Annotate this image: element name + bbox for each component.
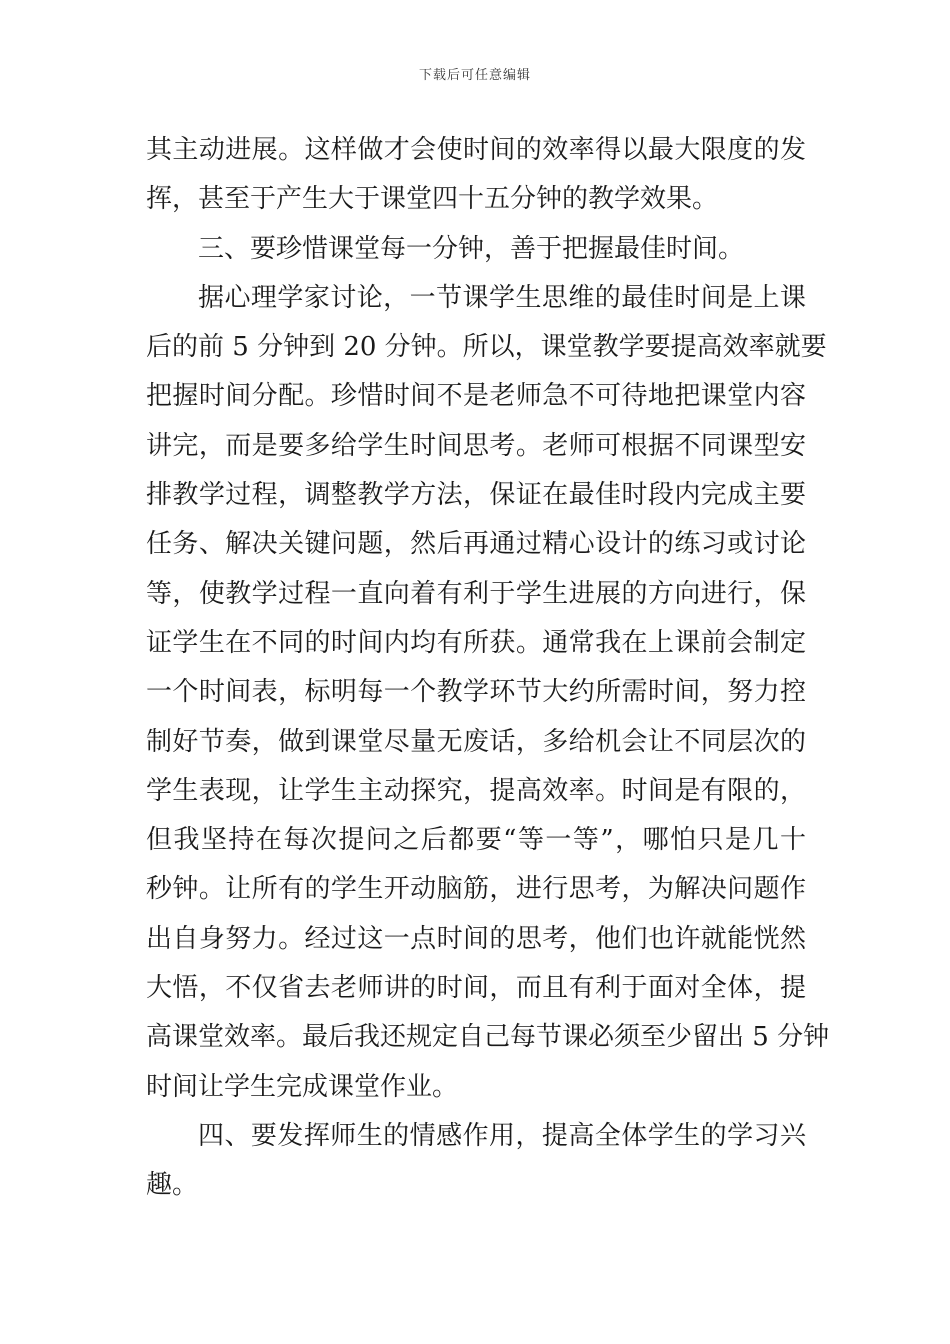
text-line: 排教学过程，调整教学方法，保证在最佳时段内完成主要 xyxy=(146,480,806,511)
text-line: 大悟，不仅省去老师讲的时间，而且有利于面对全体，提 xyxy=(146,973,806,1004)
document-body xyxy=(146,126,830,1211)
text-line: 其主动进展。这样做才会使时间的效率得以最大限度的发 xyxy=(146,135,806,165)
section-heading: 四、要发挥师生的情感作用，提高全体学生的学习兴 xyxy=(198,1120,806,1151)
text-line: 出自身努力。经过这一点时间的思考，他们也许就能恍然 xyxy=(146,923,806,954)
text-line: 任务、解决关键问题，然后再通过精心设计的练习或讨论 xyxy=(146,529,806,560)
text-line: 学生表现，让学生主动探究，提高效率。时间是有限的， xyxy=(146,775,806,806)
text-line: 高课堂效率。最后我还规定自己每节课必须至少留出 5 分钟 xyxy=(146,1022,830,1053)
text-line: 后的前 5 分钟到 20 分钟。所以，课堂教学要提高效率就要 xyxy=(146,332,827,363)
text-line: 秒钟。让所有的学生开动脑筋，进行思考，为解决问题作 xyxy=(146,874,806,905)
text-line: 但我坚持在每次提问之后都要“等一等”，哪怕只是几十 xyxy=(146,825,806,856)
text-line: 讲完，而是要多给学生时间思考。老师可根据不同课型安 xyxy=(146,430,806,461)
text-line: 制好节奏，做到课堂尽量无废话，多给机会让不同层次的 xyxy=(146,726,806,757)
page-header: 下载后可任意编辑 xyxy=(418,68,531,83)
section-heading: 三、要珍惜课堂每一分钟，善于把握最佳时间。 xyxy=(198,233,745,264)
text-line: 把握时间分配。珍惜时间不是老师急不可待地把课堂内容 xyxy=(146,381,806,412)
text-line: 证学生在不同的时间内均有所获。通常我在上课前会制定 xyxy=(146,627,806,658)
text-line: 一个时间表，标明每一个教学环节大约所需时间，努力控 xyxy=(146,677,806,708)
text-line: 时间让学生完成课堂作业。 xyxy=(146,1071,459,1102)
text-line: 趣。 xyxy=(146,1170,199,1201)
text-line: 据心理学家讨论，一节课学生思维的最佳时间是上课 xyxy=(198,282,806,313)
text-line: 等，使教学过程一直向着有利于学生进展的方向进行，保 xyxy=(146,578,806,609)
text-line: 挥，甚至于产生大于课堂四十五分钟的教学效果。 xyxy=(146,184,719,215)
